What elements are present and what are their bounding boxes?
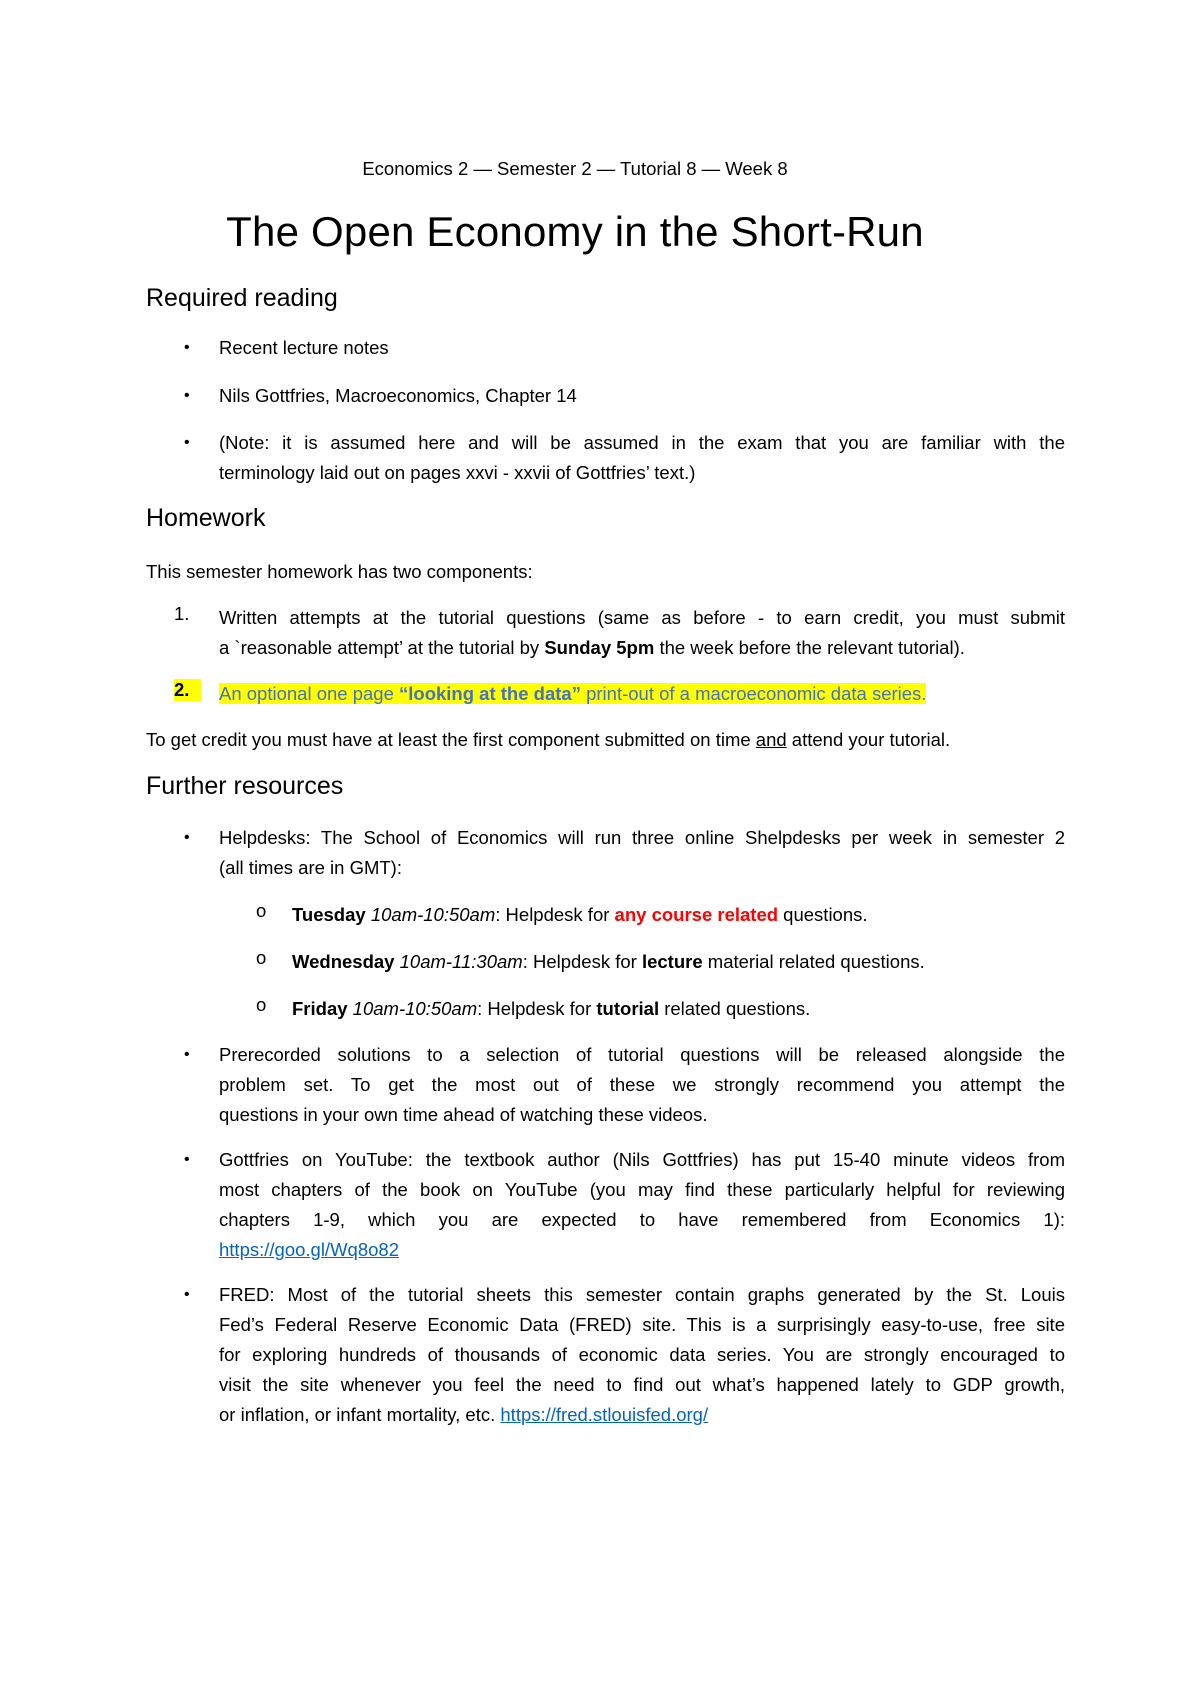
bullet-icon: • <box>184 1151 190 1168</box>
reading-item-3-line2: terminology laid out on pages xxvi - xxvii of Gottfries’ text.) <box>219 462 696 483</box>
helpdesk-wednesday: Wednesday 10am-11:30am: Helpdesk for lecture material related questions. <box>292 951 925 972</box>
fred-line1: FRED: Most of the tutorial sheets this semester contain graphs generated by the St. Louis <box>219 1284 1065 1305</box>
homework-item-2-number: 2. <box>174 679 201 701</box>
fred-link[interactable]: https://fred.stlouisfed.org/ <box>500 1404 709 1425</box>
sub-bullet-icon: o <box>256 947 267 968</box>
helpdesk-line2: (all times are in GMT): <box>219 857 402 878</box>
bullet-icon: • <box>184 434 190 451</box>
bullet-icon: • <box>184 1046 190 1063</box>
fred-line2: Fed’s Federal Reserve Economic Data (FRED) site. This is a surprisingly easy-to-use, free site <box>219 1314 1065 1335</box>
helpdesk-line1: Helpdesks: The School of Economics will run three online Shelpdesks per week in semester 2 <box>219 827 1065 848</box>
helpdesk-tuesday: Tuesday 10am-10:50am: Helpdesk for any course related questions. <box>292 904 868 925</box>
youtube-link[interactable]: https://goo.gl/Wq8o82 <box>219 1239 399 1260</box>
homework-heading: Homework <box>146 504 266 532</box>
homework-item-2: An optional one page “looking at the data” print-out of a macroeconomic data series. <box>219 683 927 704</box>
reading-item-3-line1: (Note: it is assumed here and will be assumed in the exam that you are familiar with the <box>219 432 1065 453</box>
homework-intro: This semester homework has two components: <box>146 561 533 582</box>
required-reading-heading: Required reading <box>146 284 338 312</box>
course-subtitle: Economics 2 — Semester 2 — Tutorial 8 — Week 8 <box>362 158 788 179</box>
sub-bullet-icon: o <box>256 994 267 1015</box>
bullet-icon: • <box>184 387 190 404</box>
helpdesk-friday: Friday 10am-10:50am: Helpdesk for tutorial related questions. <box>292 998 811 1019</box>
youtube-line2: most chapters of the book on YouTube (you may find these particularly helpful for reviewing <box>219 1179 1065 1200</box>
homework-item-1-line2: a `reasonable attempt’ at the tutorial by Sunday 5pm the week before the relevant tutorial). <box>219 637 965 658</box>
prerecorded-line1: Prerecorded solutions to a selection of tutorial questions will be released alongside the <box>219 1044 1065 1065</box>
fred-line3: for exploring hundreds of thousands of economic data series. You are strongly encouraged to <box>219 1344 1065 1365</box>
homework-item-1-line1: Written attempts at the tutorial questions (same as before - to earn credit, you must submit <box>219 607 1065 628</box>
sub-bullet-icon: o <box>256 900 267 921</box>
fred-line4: visit the site whenever you feel the need to find out what’s happened lately to GDP growth, <box>219 1374 1065 1395</box>
page-title: The Open Economy in the Short-Run <box>226 208 924 255</box>
youtube-line1: Gottfries on YouTube: the textbook author (Nils Gottfries) has put 15-40 minute videos from <box>219 1149 1065 1170</box>
prerecorded-line2: problem set. To get the most out of these we strongly recommend you attempt the <box>219 1074 1065 1095</box>
reading-item-1: Recent lecture notes <box>219 337 389 358</box>
youtube-link-line <box>219 1235 1065 1265</box>
further-resources-heading: Further resources <box>146 772 344 800</box>
reading-item-2: Nils Gottfries, Macroeconomics, Chapter 14 <box>219 385 577 406</box>
bullet-icon: • <box>184 1286 190 1303</box>
bullet-icon: • <box>184 339 190 356</box>
youtube-line3: chapters 1-9, which you are expected to have remembered from Economics 1): <box>219 1209 1065 1230</box>
bullet-icon: • <box>184 829 190 846</box>
credit-requirement: To get credit you must have at least the first component submitted on time and attend your tutorial. <box>146 729 951 750</box>
homework-item-1-number: 1. <box>174 603 190 624</box>
prerecorded-line3: questions in your own time ahead of watching these videos. <box>219 1104 708 1125</box>
fred-line5: or inflation, or infant mortality, etc. https://fred.stlouisfed.org/ <box>219 1404 709 1425</box>
